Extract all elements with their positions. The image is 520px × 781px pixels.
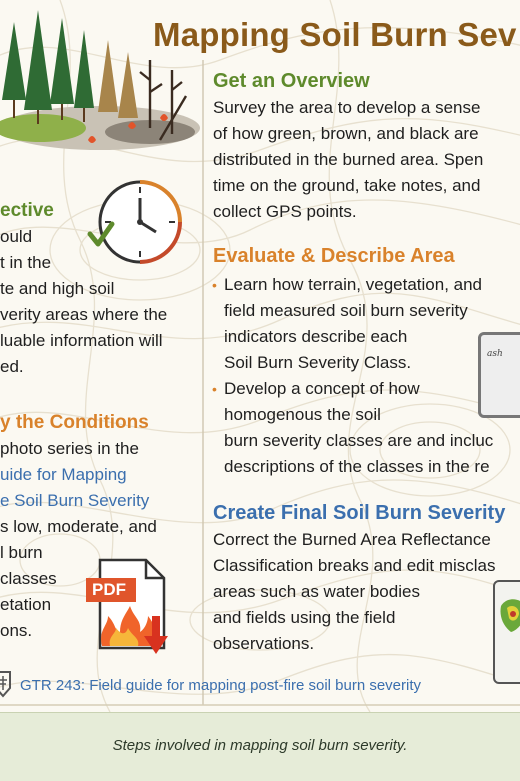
- objective-heading: ective: [0, 200, 54, 221]
- severity-map-thumbnail: [493, 580, 520, 684]
- evaluate-heading: Evaluate & Describe Area: [213, 245, 455, 267]
- field-notebook-image: [478, 332, 520, 418]
- final-heading: Create Final Soil Burn Severity: [213, 502, 506, 524]
- page-title: Mapping Soil Burn Sev: [153, 16, 517, 53]
- overview-heading: Get an Overview: [213, 70, 370, 92]
- final-text: Correct the Burned Area Reflectance Classification breaks and edit misclas areas such as water bodies and fields using the field observations.: [213, 530, 496, 653]
- field-guide-link[interactable]: e Soil Burn Severity: [0, 491, 150, 510]
- evaluate-bullet-1: Learn how terrain, vegetation, and field measured soil burn severity indicators describe each Soil Burn Severity Class.: [224, 275, 483, 372]
- notebook-text: ash: [487, 349, 503, 359]
- evaluate-bullet-2: Develop a concept of how homogenous the soil burn severity classes are and incluc descriptions of the classes in the re: [224, 379, 494, 476]
- conditions-heading: y the Conditions: [0, 412, 149, 433]
- clock-icon: [86, 176, 188, 268]
- caption-bar: [0, 712, 520, 781]
- pdf-label: PDF: [92, 580, 126, 599]
- pdf-file-graphic: [86, 556, 178, 660]
- field-guide-link[interactable]: uide for Mapping: [0, 465, 127, 484]
- usda-forest-service-icon: [0, 670, 12, 698]
- gtr-243-link[interactable]: GTR 243: Field guide for mapping post-fire soil burn severity: [20, 677, 422, 694]
- map-shape: [499, 596, 520, 636]
- bullet-icon: •: [212, 381, 217, 397]
- pdf-download-icon[interactable]: [86, 556, 178, 660]
- overview-text: Survey the area to develop a sense of how green, brown, and black are distributed in the burned area. Spen time on the ground, take notes, and collect GPS points.: [213, 98, 484, 221]
- conditions-text: photo series in the uide for Mapping e Soil Burn Severity s low, moderate, and l burn classes etation ons.: [0, 439, 157, 640]
- bullet-icon: •: [212, 277, 217, 293]
- figure-caption: Steps involved in mapping soil burn severity.: [112, 737, 408, 754]
- objective-text: ould t in the te and high soil verity areas where the luable information will ed.: [0, 227, 168, 376]
